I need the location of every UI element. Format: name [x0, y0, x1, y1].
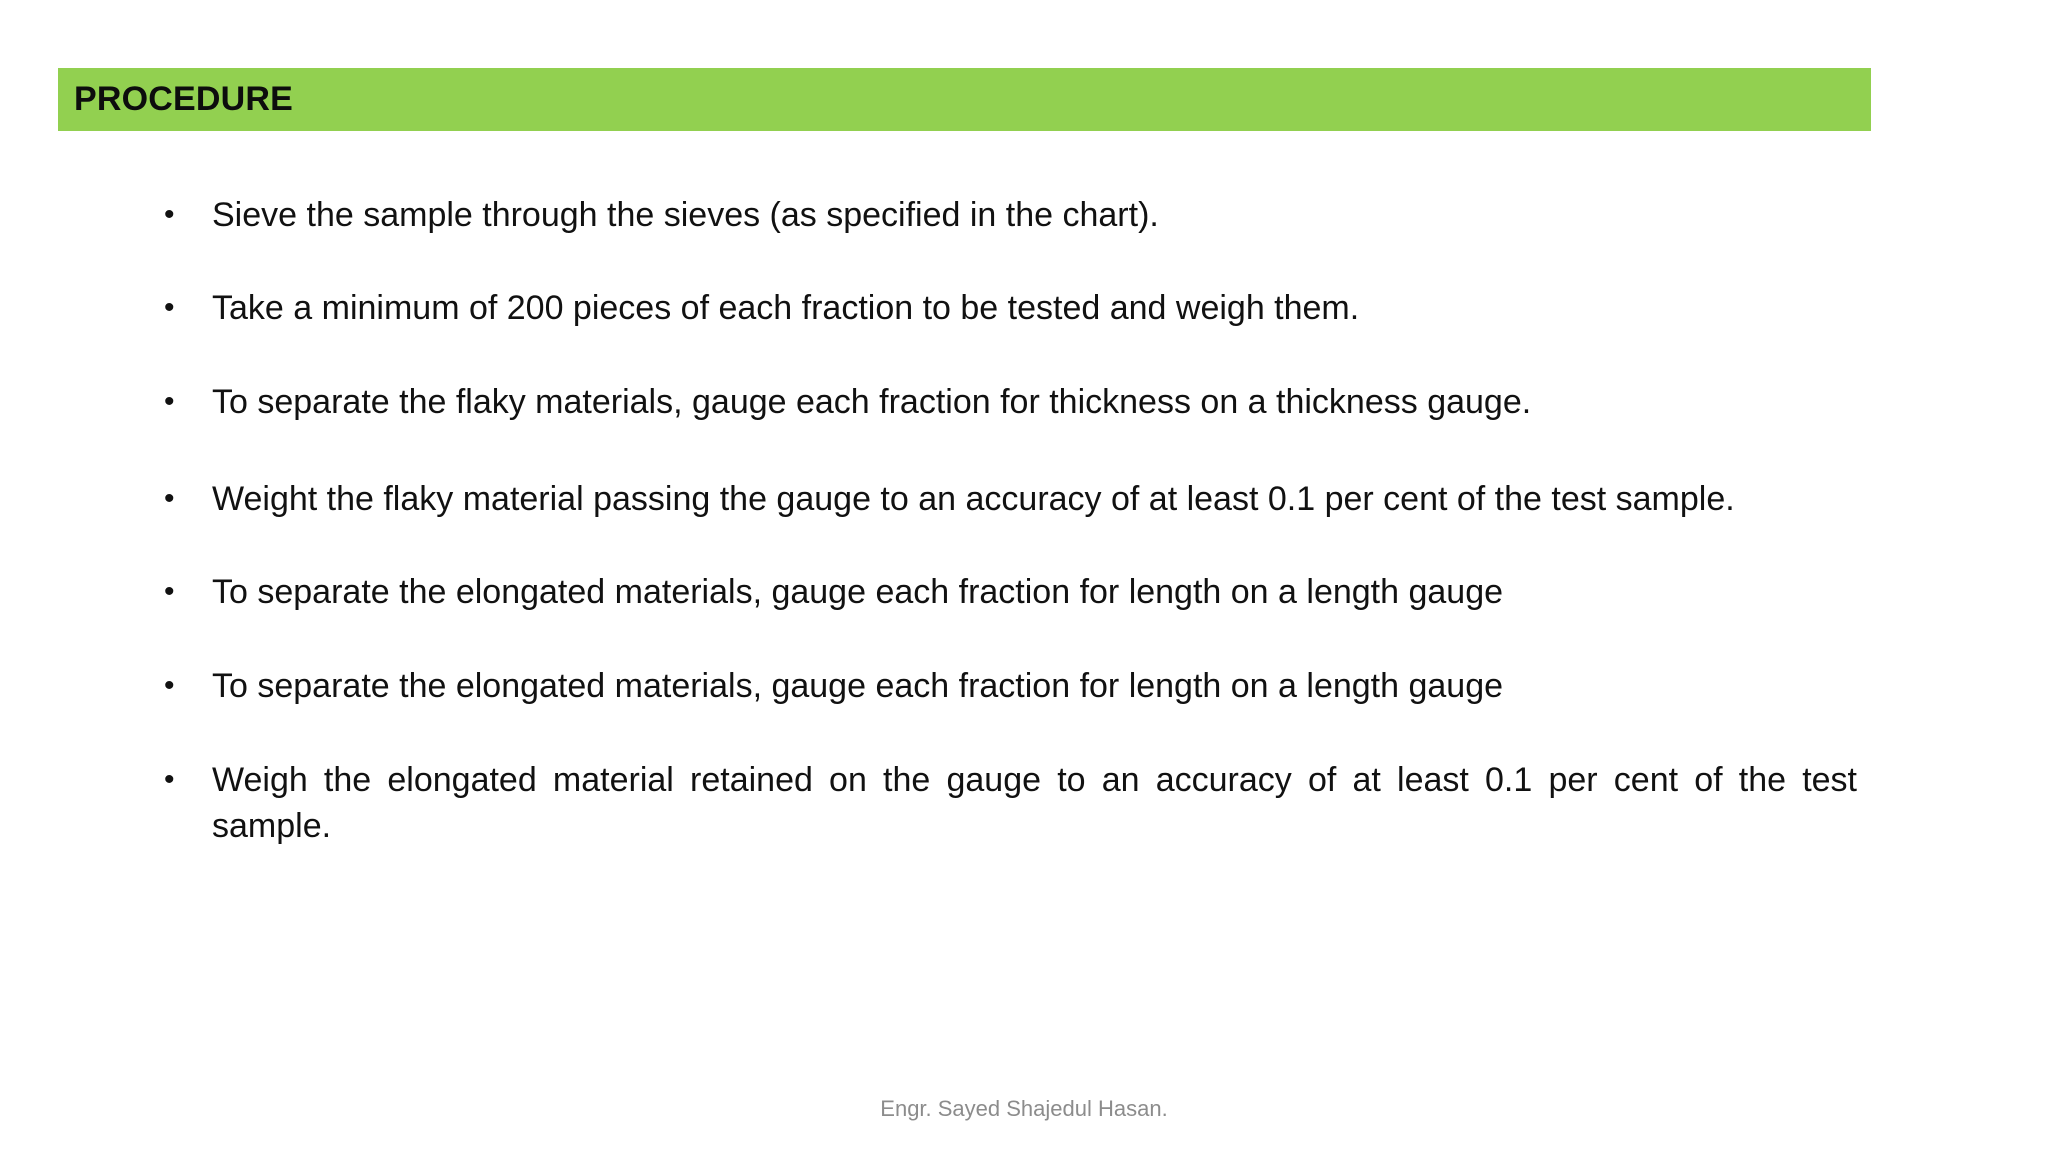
list-item [160, 757, 1860, 849]
bullet-text: Weigh the elongated material retained on the gauge to an accuracy of at least 0.1 per cent of the test sample. [212, 761, 1857, 845]
bullet-icon: • [164, 669, 175, 702]
bullet-icon: • [164, 482, 175, 515]
list-item [160, 569, 1860, 615]
list-item [160, 285, 1860, 331]
bullet-icon: • [164, 763, 175, 796]
list-item [160, 476, 1860, 522]
bullet-text: To separate the elongated materials, gauge each fraction for length on a length gauge [212, 573, 1504, 611]
bullet-icon: • [164, 385, 175, 418]
bullet-text: To separate the elongated materials, gauge each fraction for length on a length gauge [212, 667, 1504, 705]
list-item [160, 192, 1860, 238]
bullet-icon: • [164, 198, 175, 231]
footer-author: Engr. Sayed Shajedul Hasan. [880, 1096, 1168, 1121]
slide-title: PROCEDURE [74, 80, 294, 118]
list-item [160, 663, 1860, 709]
bullet-text: To separate the flaky materials, gauge each fraction for thickness on a thickness gauge. [212, 383, 1532, 421]
bullet-text: Sieve the sample through the sieves (as specified in the chart). [212, 196, 1159, 234]
bullet-text: Take a minimum of 200 pieces of each fraction to be tested and weigh them. [212, 289, 1360, 327]
bullet-icon: • [164, 575, 175, 608]
title-bar [58, 68, 1871, 131]
bullet-icon: • [164, 291, 175, 324]
bullet-text: Weight the flaky material passing the gauge to an accuracy of at least 0.1 per cent of the test sample. [212, 480, 1735, 518]
list-item [160, 379, 1860, 425]
